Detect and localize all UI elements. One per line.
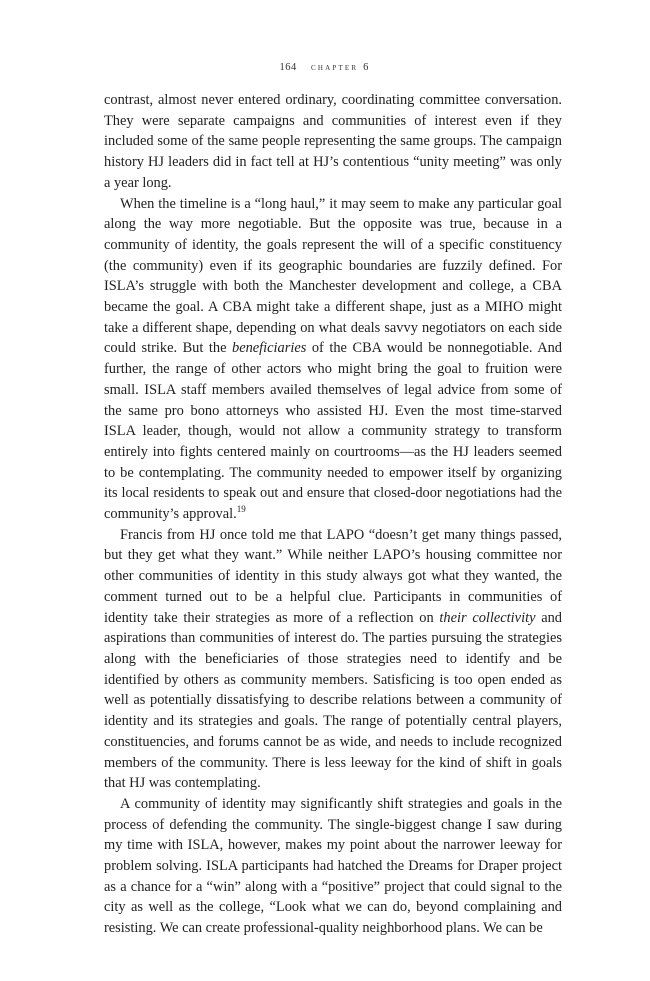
paragraph-2-text-a: When the timeline is a “long haul,” it may seem to make any particular goal along the way more negotiable. But the opposite was true, because in a community of identity, the goals represent the will of a specific constituency (the community) even if its geographic boundaries are fuzzily defined. For ISLA’s struggle with both the Manchester development and college, a CBA became the goal. A CBA might take a different shape, just as a MIHO might take a different shape, depending on what deals savvy negotiators on each side could strike. But the [104,195,562,357]
emphasis-beneficiaries: beneficiaries [232,340,307,357]
footnote-marker: 19 [236,504,246,515]
chapter-label: chapter 6 [310,62,371,73]
emphasis-their-collectivity: their collectivity [439,609,536,626]
paragraph-3-text-a: Francis from HJ once told me that LAPO “doesn’t get many things passed, but they get what they want.” While neither LAPO’s housing committee nor other communities of identity in this study always got what they wanted, the comment turned out to be a helpful clue. Participants in communities of identity take their strategies as more of a reflection on [104,526,562,626]
running-head [0,62,650,73]
paragraph-2 [104,194,562,525]
paragraph-3 [104,525,562,794]
body-text [104,90,562,939]
paragraph-3-text-b: and aspirations than communities of interest do. The parties pursuing the strategies along with the beneficiaries of those strategies need to identify and be identified by others as community members. Satisficing is too open ended as well as potentially dissatisfying to describe relations between a community of identity and its strategies and goals. The range of potentially central players, constituencies, and forums cannot be as wide, and needs to include recognized members of the community. There is less leeway for the kind of shift in goals that HJ was contemplating. [104,609,562,792]
page-number: 164 [279,62,297,73]
paragraph-2-text-b: of the CBA would be nonnegotiable. And further, the range of other actors who might bring the goal to fruition were small. ISLA staff members availed themselves of legal advice from some of the same pro bono attorneys who assisted HJ. Even the most time-starved ISLA leader, though, would not allow a community strategy to transform entirely into fights centered mainly on courtrooms—as the HJ leaders seemed to be contemplating. The community needed to empower itself by organizing its local residents to speak out and ensure that closed-door negotiations had the community’s approval. [104,340,563,523]
paragraph-1: contrast, almost never entered ordinary, coordinating committee conversation. They were separate campaigns and communities of interest even if they included some of the same people representing the same groups. The campaign history HJ leaders did in fact tell at HJ’s contentious “unity meeting” was only a year long. [104,92,562,191]
paragraph-4: A community of identity may significantly shift strategies and goals in the process of defending the community. The single-biggest change I saw during my time with ISLA, however, makes my point about the narrower leeway for problem solving. ISLA participants had hatched the Dreams for Draper project as a chance for a “win” along with a “positive” project that could signal to the city as well as the college, “Look what we can do, beyond complaining and resisting. We can create professional-quality neighborhood plans. We can be [104,795,562,937]
